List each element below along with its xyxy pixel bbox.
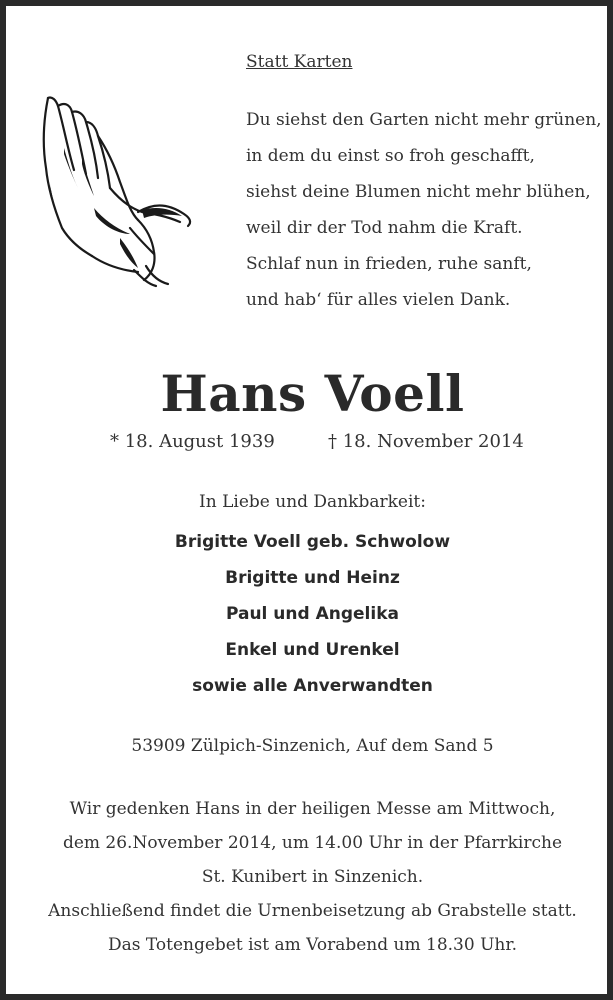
service-line: St. Kunibert in Sinzenich. [201,867,424,887]
service-line: Wir gedenken Hans in der heiligen Messe am Mittwoch, [69,799,556,819]
mourners-list [6,524,613,704]
poem-line: siehst deine Blumen nicht mehr blühen, [246,182,591,202]
mourner-name: sowie alle Anverwandten [192,676,433,696]
service-line: Das Totengebet ist am Vorabend um 18.30 Uhr. [107,935,518,955]
death-date: † 18. November 2014 [328,431,524,452]
mourner-name: Brigitte und Heinz [225,568,400,588]
address: 53909 Zülpich-Sinzenich, Auf dem Sand 5 [131,736,494,756]
birth-date: * 18. August 1939 [110,431,275,452]
poem-line: weil dir der Tod nahm die Kraft. [246,218,523,238]
mourners-intro: In Liebe und Dankbarkeit: [199,492,426,512]
mourner-name: Brigitte Voell geb. Schwolow [174,532,451,552]
service-line: Anschließend findet die Urnenbeisetzung ab Grabstelle statt. [48,901,577,921]
mourner-name: Paul und Angelika [225,604,399,624]
mourner-name: Enkel und Urenkel [225,640,400,660]
poem [246,102,606,318]
poem-line: in dem du einst so froh geschafft, [246,146,535,166]
praying-hands-icon [34,88,194,288]
deceased-name: Hans Voell [160,364,465,423]
poem-line: Du siehst den Garten nicht mehr grünen, [246,110,602,130]
header-label: Statt Karten [246,52,353,72]
poem-line: Schlaf nun in frieden, ruhe sanft, [246,254,532,274]
service-info [6,792,613,962]
poem-line: und hab‘ für alles vielen Dank. [246,290,511,310]
service-line: dem 26.November 2014, um 14.00 Uhr in der Pfarrkirche [62,833,563,853]
